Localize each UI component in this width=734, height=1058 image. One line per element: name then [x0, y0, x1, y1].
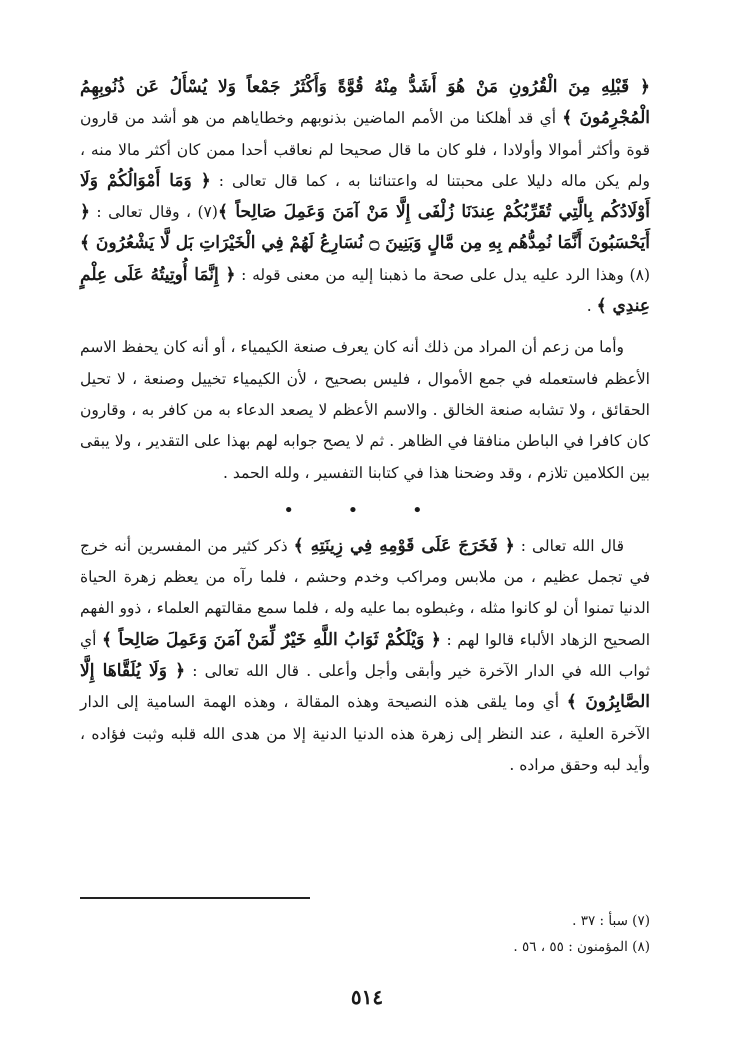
page-number: ٥١٤ — [350, 985, 384, 1009]
quran-verse: ﴿ وَلَا يُلَقَّاهَا إِلَّا الصَّابِرُونَ ﴾ — [80, 661, 650, 713]
quran-verse: ﴿ وَيْلَكُمْ ثَوَابُ اللَّهِ خَيْرٌ لِّمَنْ آمَنَ وَعَمِلَ صَالِحاً ﴾ — [102, 629, 441, 650]
footnote-8: (٨) المؤمنون : ٥٥ ، ٥٦ . — [513, 939, 650, 955]
paragraph-3 — [80, 531, 650, 781]
commentary-text: . — [586, 297, 597, 316]
quran-verse: ﴿ فَخَرَجَ عَلَى قَوْمِهِ فِي زِينَتِهِ ﴾ — [293, 535, 515, 556]
quran-verse: ﴿ أَيَحْسَبُونَ أَنَّمَا نُمِدُّهُم بِهِ مِن مَّالٍ وَبَنِينَ ۝ نُسَارِعُ لَهُمْ فِي الْخَيْرَاتِ بَل لَّا يَشْعُرُونَ ﴾ — [80, 202, 650, 254]
quran-verse: ﴿ إِنَّمَا أُوتِيتُهُ عَلَى عِلْمٍ عِندِي ﴾ — [80, 264, 650, 317]
paragraph-2: وأما من زعم أن المراد من ذلك أنه كان يعرف صنعة الكيمياء ، أو أنه كان يحفظ الاسم الأعظم فاستعمله في جمع الأموال ، فليس بصحيح ، لأن الكيمياء تخييل وصنعة ، لا تحيل الحقائق ، ولا تشابه صنعة الخالق . والاسم الأعظم لا يصعد الدعاء به من كافر به ، وقارون كان كافرا في الباطن منافقا في الظاهر . ثم لا يصح جوابه لهم بهذا على التقدير ، ولا يبقى بين الكلامين تلازم ، وقد وضحنا هذا في كتابنا التفسير ، ولله الحمد . — [80, 338, 650, 482]
commentary-text: أي قد أهلكنا من الأمم الماضين بذنوبهم وخطاياهم من هو أشد من قارون قوة وأكثر أموالا وأولادا ، فلو كان ما قال صحيحا لم نعاقب أحدا ممن كان أكثر مالا منه ، ولم يكن ماله دليلا على محبتنا له واعتنائنا به ، كما قال تعالى : — [80, 109, 650, 190]
paragraph-1 — [80, 72, 650, 322]
footnote-divider — [80, 897, 310, 899]
commentary-text: ذكر كثير من المفسرين أنه خرج في تجمل عظيم ، من ملابس ومراكب وخدم وحشم ، فلما رآه من يعظم زهرة الحياة الدنيا تمنوا أن لو كانوا مثله ، وغبطوه بما عليه وله ، فلما سمع مقالتهم العلماء ، ذوو الفهم الصحيح الزهاد الألباء قالوا لهم : — [80, 536, 650, 649]
quran-verse: ﴿ وَمَا أَمْوَالُكُمْ وَلَا أَوْلَادُكُم بِالَّتِي تُقَرِّبُكُمْ عِندَنَا زُلْفَى إِلَّا مَنْ آمَنَ وَعَمِلَ صَالِحاً ﴾ — [80, 170, 650, 223]
footnote-reference: (٧) ، وقال تعالى : — [89, 203, 218, 222]
quran-verse: ﴿ قَبْلِهِ مِنَ الْقُرُونِ مَنْ هُوَ أَشَدُّ مِنْهُ قُوَّةً وَأَكْثَرُ جَمْعاً وَلا يُسْأَلُ عَن ذُنُوبِهِمُ الْمُجْرِمُونَ ﴾ — [80, 77, 650, 129]
footnotes — [513, 908, 650, 960]
commentary-text: أي ثواب الله في الدار الآخرة خير وأبقى وأجل وأعلى . قال الله تعالى : — [80, 630, 650, 681]
section-separator: • • • — [283, 499, 447, 521]
commentary-text: (٨) وهذا الرد عليه يدل على صحة ما ذهبنا إليه من معنى قوله : — [235, 265, 650, 284]
commentary-text: أي وما يلقى هذه النصيحة وهذه المقالة ، وهذه الهمة السامية إلى الدار الآخرة العلية ، عند النظر إلى زهرة هذه الدنيا الدنية إلا من هدى الله قلبه وثبت فؤاده ، وأيد لبه وحقق مراده . — [80, 693, 650, 774]
footnote-7: (٧) سبأ : ٣٧ . — [572, 913, 650, 929]
page-body — [80, 72, 650, 781]
commentary-text: قال الله تعالى : — [514, 536, 625, 555]
